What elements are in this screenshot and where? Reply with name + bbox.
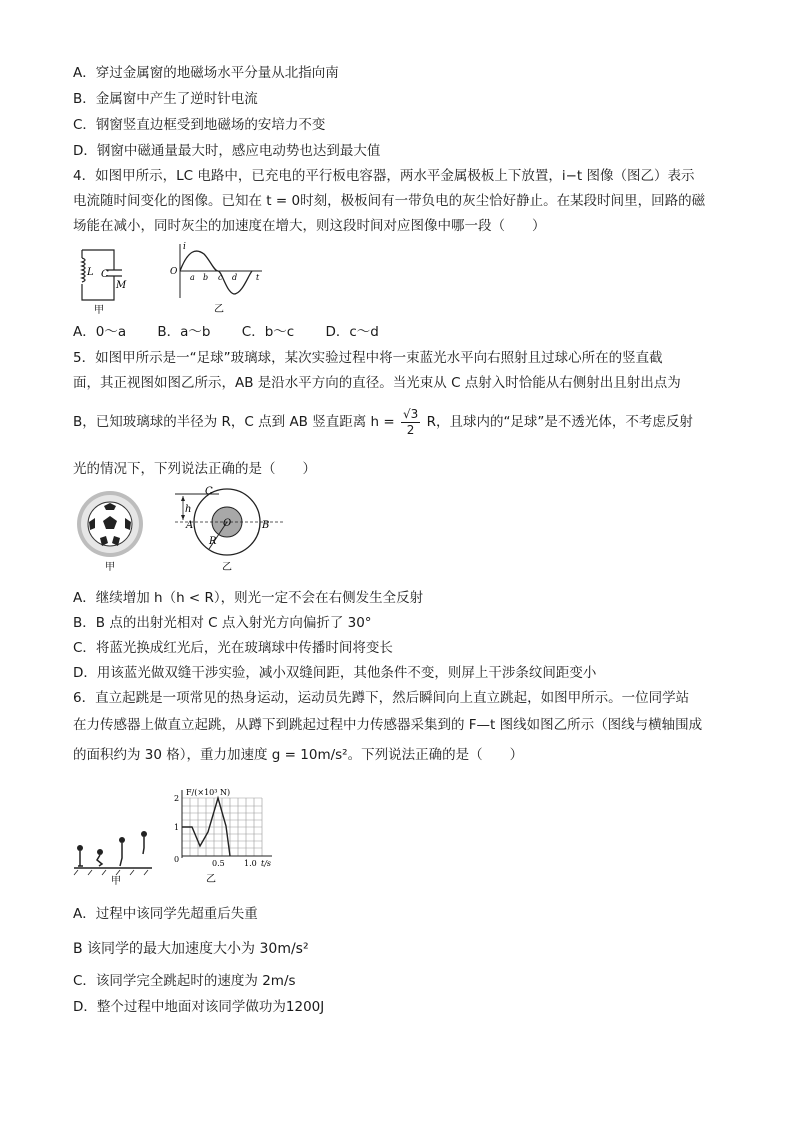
q4-fig-jia-caption: 甲 bbox=[94, 305, 104, 314]
q5-figure-glass-ball-photo bbox=[70, 488, 150, 572]
point-A: A bbox=[186, 520, 194, 531]
q6-option-b: B 该同学的最大加速度大小为 30m/s² bbox=[73, 941, 309, 957]
q4-figure-it-graph bbox=[168, 240, 268, 320]
fraction-denominator: 2 bbox=[406, 422, 415, 437]
q3-option-b: B．金属窗中产生了逆时针电流 bbox=[73, 91, 258, 107]
q5-option-a: A．继续增加 h（h < R），则光一定不会在右侧发生全反射 bbox=[73, 590, 424, 606]
y-tick-2: 2 bbox=[174, 794, 180, 803]
y-tick-1: 1 bbox=[174, 823, 180, 832]
q5-option-c: C．将蓝光换成红光后，光在玻璃球中传播时间将变长 bbox=[73, 640, 393, 656]
q4-options: A．0～a B．a～b C．b～c D．c～d bbox=[73, 324, 379, 340]
q5-stem-line3 bbox=[73, 405, 693, 439]
point-a: a bbox=[190, 273, 195, 282]
q3-option-d: D．钢窗中磁通量最大时，感应电动势也达到最大值 bbox=[73, 143, 381, 159]
radius-R-label: R bbox=[209, 536, 217, 547]
q5-stem-line1: 5．如图甲所示是一“足球”玻璃球，某次实验过程中将一束蓝光水平向右照射且过球心所在的竖直截 bbox=[73, 350, 663, 366]
x-axis-unit: t/s bbox=[261, 859, 272, 868]
y-axis-label: F/(×10³ N) bbox=[186, 788, 231, 797]
q4-fig-yi-caption: 乙 bbox=[214, 304, 224, 315]
point-b: b bbox=[203, 273, 209, 282]
q5-option-d: D．用该蓝光做双缝干涉实验，减小双缝间距，其他条件不变，则屏上干涉条纹间距变小 bbox=[73, 665, 597, 681]
q4-figure-lc-circuit bbox=[70, 244, 130, 314]
q5-stem-line4: 光的情况下，下列说法正确的是（ ） bbox=[73, 461, 316, 477]
q5-fig-jia-caption: 甲 bbox=[105, 562, 115, 572]
x-tick-0-5: 0.5 bbox=[212, 859, 225, 868]
point-d: d bbox=[232, 273, 238, 282]
q6-stem-line1: 6．直立起跳是一项常见的热身运动，运动员先蹲下，然后瞬间向上直立跳起，如图甲所示。一位同学站 bbox=[73, 690, 690, 706]
point-C: C bbox=[205, 486, 213, 497]
fraction-sqrt3-over-2 bbox=[401, 407, 420, 438]
q6-stem-line2: 在力传感器上做直立起跳，从蹲下到跳起过程中力传感器采集到的 F—t 图线如图乙所示（图线与横轴围成 bbox=[73, 717, 703, 733]
q5-fig-yi-caption: 乙 bbox=[222, 562, 232, 572]
t-axis-label: t bbox=[256, 273, 260, 282]
q5-figure-cross-section bbox=[175, 486, 285, 572]
q5-stem-line2: 面，其正视图如图乙所示，AB 是沿水平方向的直径。当光束从 C 点射入时恰能从右侧射出且射出点为 bbox=[73, 375, 681, 391]
q5-option-b: B．B 点的出射光相对 C 点入射光方向偏折了 30° bbox=[73, 615, 372, 631]
q4-stem-line1: 4．如图甲所示，LC 电路中，已充电的平行板电容器，两水平金属极板上下放置，i−t 图像（图乙）表示 bbox=[73, 168, 695, 184]
plate-label: M bbox=[116, 280, 127, 291]
q6-option-c: C．该同学完全跳起时的速度为 2m/s bbox=[73, 973, 296, 989]
q4-stem-line3: 场能在减小，同时灰尘的加速度在增大，则这段时间对应图像中哪一段（ ） bbox=[73, 218, 546, 234]
q6-figure-jump-sequence bbox=[72, 826, 156, 886]
point-B: B bbox=[262, 520, 270, 531]
point-c: c bbox=[218, 273, 223, 282]
inductor-label: L bbox=[87, 267, 94, 278]
capacitor-label: C bbox=[101, 269, 109, 280]
origin-0: 0 bbox=[174, 855, 180, 864]
fraction-numerator: √3 bbox=[402, 406, 419, 421]
x-tick-1-0: 1.0 bbox=[244, 859, 257, 868]
q6-option-a: A．过程中该同学先超重后失重 bbox=[73, 906, 258, 922]
q3-option-c: C．钢窗竖直边框受到地磁场的安培力不变 bbox=[73, 117, 326, 133]
q4-stem-line2: 电流随时间变化的图像。已知在 t = 0时刻，极板间有一带负电的灰尘恰好静止。在某段时间里，回路的磁 bbox=[73, 193, 706, 209]
height-h-label: h bbox=[185, 504, 192, 515]
i-axis-label: i bbox=[183, 242, 186, 252]
q6-fig-jia-caption: 甲 bbox=[111, 876, 121, 886]
q5-stem-line3-part1: B，已知玻璃球的半径为 R，C 点到 AB 竖直距离 h = bbox=[73, 414, 395, 430]
origin-label: O bbox=[170, 267, 178, 277]
q6-option-d: D．整个过程中地面对该同学做功为1200J bbox=[73, 999, 325, 1015]
q3-option-a: A．穿过金属窗的地磁场水平分量从北指向南 bbox=[73, 65, 339, 81]
q6-fig-yi-caption: 乙 bbox=[206, 874, 216, 885]
q6-figure-force-time-graph bbox=[168, 786, 288, 886]
q5-stem-line3-part2: R，且球内的“足球”是不透光体，不考虑反射 bbox=[426, 414, 693, 430]
center-O: O bbox=[223, 518, 232, 529]
q6-stem-line3: 的面积约为 30 格），重力加速度 g = 10m/s²。下列说法正确的是（ ） bbox=[73, 747, 524, 763]
